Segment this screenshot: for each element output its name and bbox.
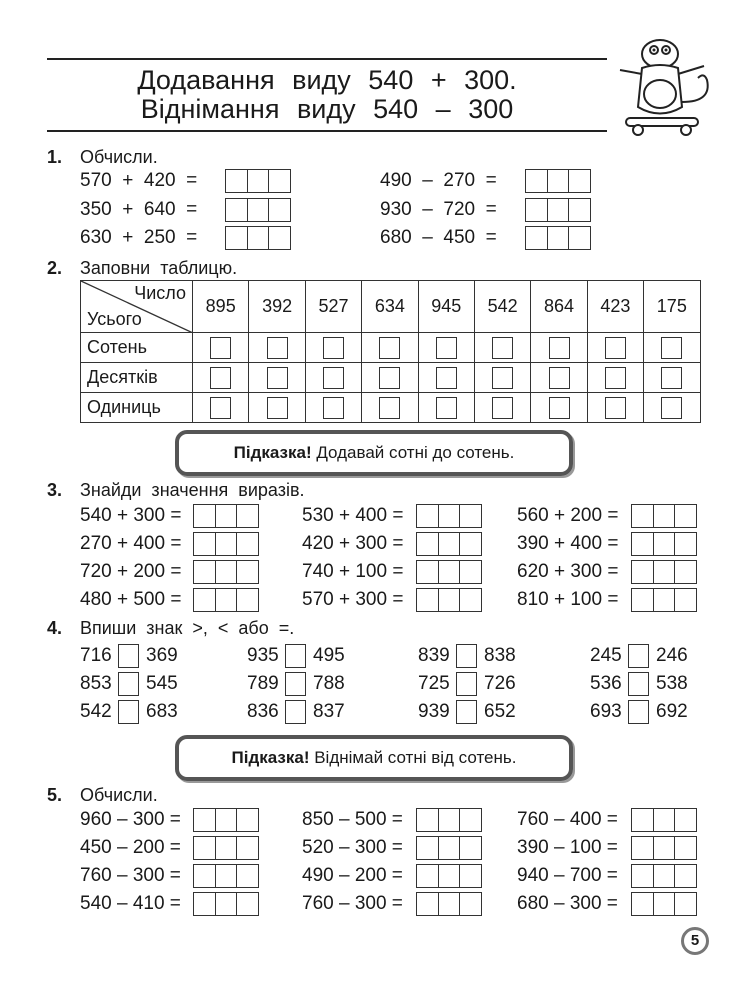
answer-digit-box[interactable] (215, 864, 238, 888)
table-cell (587, 393, 643, 423)
answer-digit-box[interactable] (416, 836, 439, 860)
answer-box[interactable] (436, 337, 457, 359)
answer-digit-box[interactable] (236, 864, 259, 888)
answer-digit-box[interactable] (416, 560, 439, 584)
answer-box[interactable] (323, 337, 344, 359)
expression: 630 + 250 = (80, 227, 198, 248)
answer-box[interactable] (210, 337, 231, 359)
task-number: 5. (47, 785, 63, 805)
expression: 760 – 300 = (80, 865, 181, 886)
table-cell (305, 393, 361, 423)
answer-box[interactable] (661, 367, 682, 389)
answer-boxes (193, 892, 258, 916)
compare-left-number: 725 (418, 673, 450, 694)
table-cell (644, 333, 700, 363)
table-cell (531, 393, 587, 423)
hint-label: Підказка! (231, 748, 310, 767)
answer-digit-box[interactable] (193, 588, 216, 612)
answer-digit-box[interactable] (547, 198, 570, 222)
answer-box[interactable] (267, 367, 288, 389)
compare-right-number: 369 (146, 645, 178, 666)
task-number: 2. (47, 258, 63, 278)
expression: 270 + 400 = (80, 533, 182, 554)
answer-digit-box[interactable] (236, 504, 259, 528)
number-header-cell: 895 (193, 281, 249, 333)
corner-cell (81, 281, 193, 333)
compare-right-number: 246 (656, 645, 688, 666)
answer-digit-box[interactable] (674, 836, 697, 860)
expression: 810 + 100 = (517, 589, 619, 610)
answer-digit-box[interactable] (268, 198, 291, 222)
answer-boxes (631, 588, 696, 612)
compare-right-number: 683 (146, 701, 178, 722)
place-value-table (80, 280, 701, 423)
expression: 490 – 270 = (380, 170, 497, 191)
answer-digit-box[interactable] (653, 864, 676, 888)
answer-boxes (631, 560, 696, 584)
answer-boxes (631, 504, 696, 528)
compare-left-number: 245 (590, 645, 622, 666)
expression: 930 – 720 = (380, 198, 497, 220)
expression: 620 + 300 = (517, 561, 619, 582)
table-row (81, 333, 701, 363)
expression: 560 + 200 = (517, 505, 619, 526)
task-instruction: Впиши знак >, < або =. (80, 618, 295, 638)
expression: 760 – 400 = (517, 809, 618, 830)
answer-digit-box[interactable] (416, 892, 439, 916)
answer-digit-box[interactable] (631, 836, 654, 860)
answer-digit-box[interactable] (416, 532, 439, 556)
answer-digit-box[interactable] (438, 808, 461, 832)
hint-text: Віднімай сотні від сотень. (309, 748, 517, 767)
task-number: 1. (47, 147, 63, 167)
compare-right-number: 538 (656, 673, 688, 694)
answer-digit-box[interactable] (438, 504, 461, 528)
expression: 680 – 450 = (380, 227, 497, 248)
answer-boxes (193, 532, 258, 556)
answer-box[interactable] (605, 367, 626, 389)
answer-digit-box[interactable] (459, 864, 482, 888)
compare-right-number: 837 (313, 701, 345, 722)
answer-digit-box[interactable] (225, 226, 248, 250)
answer-digit-box[interactable] (193, 560, 216, 584)
expression: 570 + 420 = (80, 170, 198, 191)
answer-digit-box[interactable] (438, 532, 461, 556)
answer-box[interactable] (605, 337, 626, 359)
compare-right-number: 495 (313, 645, 345, 666)
answer-box[interactable] (323, 397, 344, 419)
answer-boxes (525, 198, 590, 222)
table-cell (305, 333, 361, 363)
expression: 530 + 400 = (302, 505, 404, 526)
answer-digit-box[interactable] (459, 836, 482, 860)
answer-box[interactable] (436, 397, 457, 419)
hint-text: Додавай сотні до сотень. (311, 443, 515, 462)
table-cell (418, 393, 474, 423)
table-cell (531, 333, 587, 363)
compare-left-number: 536 (590, 673, 622, 694)
answer-digit-box[interactable] (268, 226, 291, 250)
compare-left-number: 542 (80, 701, 112, 722)
compare-left-number: 839 (418, 645, 450, 666)
compare-left-number: 853 (80, 673, 112, 694)
answer-digit-box[interactable] (193, 532, 216, 556)
answer-digit-box[interactable] (438, 560, 461, 584)
answer-box[interactable] (549, 397, 570, 419)
answer-digit-box[interactable] (547, 226, 570, 250)
answer-digit-box[interactable] (247, 226, 270, 250)
table-cell (362, 363, 418, 393)
answer-digit-box[interactable] (416, 808, 439, 832)
answer-digit-box[interactable] (653, 836, 676, 860)
hint-label: Підказка! (233, 443, 312, 462)
expression: 540 + 300 = (80, 505, 182, 526)
answer-digit-box[interactable] (653, 532, 676, 556)
row-label: Одиниць (81, 393, 193, 423)
answer-digit-box[interactable] (568, 198, 591, 222)
sign-answer-box[interactable] (628, 672, 649, 696)
table-cell (249, 393, 305, 423)
answer-digit-box[interactable] (236, 560, 259, 584)
page-title-line2: Віднімання виду 540 – 300 (140, 94, 514, 124)
answer-boxes (525, 169, 590, 193)
expression: 520 – 300 = (302, 837, 403, 858)
answer-boxes (416, 588, 481, 612)
answer-digit-box[interactable] (459, 892, 482, 916)
number-header-cell: 634 (362, 281, 418, 333)
answer-boxes (416, 808, 481, 832)
table-cell (418, 333, 474, 363)
answer-digit-box[interactable] (653, 892, 676, 916)
table-cell (305, 363, 361, 393)
compare-right-number: 692 (656, 701, 688, 722)
expression: 490 – 200 = (302, 865, 403, 886)
answer-digit-box[interactable] (438, 864, 461, 888)
page-title-line1: Додавання виду 540 + 300. (137, 65, 517, 95)
answer-digit-box[interactable] (236, 836, 259, 860)
answer-digit-box[interactable] (236, 532, 259, 556)
compare-right-number: 788 (313, 673, 345, 694)
answer-boxes (631, 892, 696, 916)
answer-digit-box[interactable] (225, 169, 248, 193)
table-cell (362, 393, 418, 423)
compare-right-number: 726 (484, 673, 516, 694)
answer-digit-box[interactable] (674, 532, 697, 556)
answer-box[interactable] (492, 337, 513, 359)
answer-digit-box[interactable] (459, 504, 482, 528)
answer-boxes (225, 169, 290, 193)
answer-digit-box[interactable] (193, 836, 216, 860)
answer-boxes (416, 560, 481, 584)
answer-digit-box[interactable] (631, 892, 654, 916)
answer-digit-box[interactable] (416, 864, 439, 888)
answer-digit-box[interactable] (631, 560, 654, 584)
answer-boxes (193, 560, 258, 584)
number-header-cell: 945 (418, 281, 474, 333)
answer-boxes (416, 836, 481, 860)
answer-boxes (193, 836, 258, 860)
answer-box[interactable] (379, 337, 400, 359)
answer-digit-box[interactable] (236, 892, 259, 916)
expression: 570 + 300 = (302, 589, 404, 610)
answer-digit-box[interactable] (193, 808, 216, 832)
answer-box[interactable] (492, 367, 513, 389)
answer-boxes (193, 864, 258, 888)
sign-answer-box[interactable] (285, 644, 306, 668)
answer-digit-box[interactable] (568, 226, 591, 250)
table-cell (587, 333, 643, 363)
answer-boxes (193, 588, 258, 612)
answer-digit-box[interactable] (674, 808, 697, 832)
table-cell (249, 333, 305, 363)
task-instruction: Заповни таблицю. (80, 258, 238, 278)
answer-digit-box[interactable] (459, 532, 482, 556)
answer-digit-box[interactable] (525, 226, 548, 250)
answer-box[interactable] (492, 397, 513, 419)
compare-left-number: 693 (590, 701, 622, 722)
sign-answer-box[interactable] (628, 644, 649, 668)
answer-box[interactable] (549, 367, 570, 389)
sign-answer-box[interactable] (118, 700, 139, 724)
answer-boxes (525, 226, 590, 250)
sign-answer-box[interactable] (628, 700, 649, 724)
compare-right-number: 652 (484, 701, 516, 722)
answer-digit-box[interactable] (193, 864, 216, 888)
answer-box[interactable] (379, 367, 400, 389)
task-number: 3. (47, 480, 63, 500)
answer-boxes (416, 532, 481, 556)
table-cell (362, 333, 418, 363)
answer-boxes (225, 226, 290, 250)
answer-digit-box[interactable] (631, 864, 654, 888)
table-cell (249, 363, 305, 393)
compare-right-number: 545 (146, 673, 178, 694)
answer-digit-box[interactable] (236, 808, 259, 832)
answer-boxes (631, 808, 696, 832)
table-cell (644, 393, 700, 423)
hint-box (175, 430, 573, 476)
task-instruction: Знайди значення виразів. (80, 480, 305, 500)
answer-digit-box[interactable] (674, 892, 697, 916)
answer-boxes (193, 504, 258, 528)
sign-answer-box[interactable] (456, 700, 477, 724)
answer-boxes (631, 836, 696, 860)
answer-digit-box[interactable] (215, 892, 238, 916)
expression: 390 + 400 = (517, 533, 619, 554)
answer-digit-box[interactable] (236, 588, 259, 612)
expression: 540 – 410 = (80, 893, 181, 914)
answer-box[interactable] (379, 397, 400, 419)
answer-box[interactable] (210, 397, 231, 419)
answer-boxes (225, 198, 290, 222)
answer-digit-box[interactable] (653, 560, 676, 584)
table-cell (474, 393, 530, 423)
answer-digit-box[interactable] (193, 892, 216, 916)
answer-boxes (193, 808, 258, 832)
answer-box[interactable] (661, 337, 682, 359)
compare-left-number: 789 (247, 673, 279, 694)
answer-boxes (416, 892, 481, 916)
sign-answer-box[interactable] (285, 672, 306, 696)
table-cell (644, 363, 700, 393)
sign-answer-box[interactable] (456, 672, 477, 696)
table-row (81, 393, 701, 423)
answer-digit-box[interactable] (268, 169, 291, 193)
hint-box (175, 735, 573, 781)
expression: 350 + 640 = (80, 198, 198, 220)
expression: 680 – 300 = (517, 893, 618, 914)
table-header-row (81, 281, 701, 333)
task-instruction: Обчисли. (80, 785, 158, 805)
page-number: 5 (681, 927, 709, 955)
answer-digit-box[interactable] (653, 808, 676, 832)
answer-boxes (416, 864, 481, 888)
answer-digit-box[interactable] (674, 504, 697, 528)
expression: 850 – 500 = (302, 809, 403, 830)
answer-digit-box[interactable] (568, 169, 591, 193)
answer-box[interactable] (549, 337, 570, 359)
table-cell (531, 363, 587, 393)
table-cell (193, 393, 249, 423)
answer-digit-box[interactable] (459, 560, 482, 584)
answer-digit-box[interactable] (653, 504, 676, 528)
compare-left-number: 716 (80, 645, 112, 666)
answer-digit-box[interactable] (674, 560, 697, 584)
answer-digit-box[interactable] (416, 588, 439, 612)
answer-digit-box[interactable] (438, 588, 461, 612)
answer-digit-box[interactable] (416, 504, 439, 528)
answer-box[interactable] (323, 367, 344, 389)
answer-digit-box[interactable] (215, 808, 238, 832)
sign-answer-box[interactable] (285, 700, 306, 724)
compare-right-number: 838 (484, 645, 516, 666)
answer-digit-box[interactable] (215, 504, 238, 528)
table-cell (193, 333, 249, 363)
answer-digit-box[interactable] (438, 836, 461, 860)
answer-digit-box[interactable] (459, 808, 482, 832)
answer-box[interactable] (267, 337, 288, 359)
answer-digit-box[interactable] (674, 588, 697, 612)
answer-boxes (631, 532, 696, 556)
expression: 760 – 300 = (302, 893, 403, 914)
sign-answer-box[interactable] (456, 644, 477, 668)
answer-digit-box[interactable] (525, 198, 548, 222)
answer-digit-box[interactable] (225, 198, 248, 222)
mascot-illustration (612, 32, 722, 138)
compare-left-number: 935 (247, 645, 279, 666)
answer-digit-box[interactable] (438, 892, 461, 916)
table-row (81, 363, 701, 393)
top-rule (47, 58, 607, 60)
row-label: Сотень (81, 333, 193, 363)
answer-digit-box[interactable] (215, 588, 238, 612)
sign-answer-box[interactable] (118, 672, 139, 696)
answer-digit-box[interactable] (631, 532, 654, 556)
number-header-cell: 175 (644, 281, 700, 333)
answer-digit-box[interactable] (215, 560, 238, 584)
compare-left-number: 836 (247, 701, 279, 722)
answer-box[interactable] (210, 367, 231, 389)
answer-digit-box[interactable] (674, 864, 697, 888)
compare-left-number: 939 (418, 701, 450, 722)
answer-digit-box[interactable] (215, 836, 238, 860)
number-header-cell: 527 (305, 281, 361, 333)
task-instruction: Обчисли. (80, 147, 158, 167)
answer-boxes (631, 864, 696, 888)
expression: 960 – 300 = (80, 809, 181, 830)
answer-digit-box[interactable] (631, 808, 654, 832)
answer-digit-box[interactable] (631, 504, 654, 528)
task-number: 4. (47, 618, 63, 638)
table-cell (474, 333, 530, 363)
table-cell (587, 363, 643, 393)
answer-digit-box[interactable] (247, 169, 270, 193)
answer-digit-box[interactable] (547, 169, 570, 193)
corner-label-total: Усього (87, 309, 142, 329)
table-cell (193, 363, 249, 393)
row-label: Десятків (81, 363, 193, 393)
bottom-rule (47, 130, 607, 132)
expression: 390 – 100 = (517, 837, 618, 858)
answer-digit-box[interactable] (193, 504, 216, 528)
answer-digit-box[interactable] (459, 588, 482, 612)
table-cell (418, 363, 474, 393)
answer-digit-box[interactable] (525, 169, 548, 193)
table-cell (474, 363, 530, 393)
number-header-cell: 423 (587, 281, 643, 333)
corner-label-number: Число (134, 283, 186, 303)
answer-digit-box[interactable] (653, 588, 676, 612)
expression: 720 + 200 = (80, 561, 182, 582)
number-header-cell: 864 (531, 281, 587, 333)
number-header-cell: 542 (474, 281, 530, 333)
number-header-cell: 392 (249, 281, 305, 333)
expression: 740 + 100 = (302, 561, 404, 582)
answer-box[interactable] (661, 397, 682, 419)
answer-box[interactable] (605, 397, 626, 419)
answer-digit-box[interactable] (247, 198, 270, 222)
expression: 480 + 500 = (80, 589, 182, 610)
answer-digit-box[interactable] (631, 588, 654, 612)
expression: 450 – 200 = (80, 837, 181, 858)
expression: 940 – 700 = (517, 865, 618, 886)
expression: 420 + 300 = (302, 533, 404, 554)
answer-box[interactable] (436, 367, 457, 389)
answer-digit-box[interactable] (215, 532, 238, 556)
answer-boxes (416, 504, 481, 528)
sign-answer-box[interactable] (118, 644, 139, 668)
answer-box[interactable] (267, 397, 288, 419)
